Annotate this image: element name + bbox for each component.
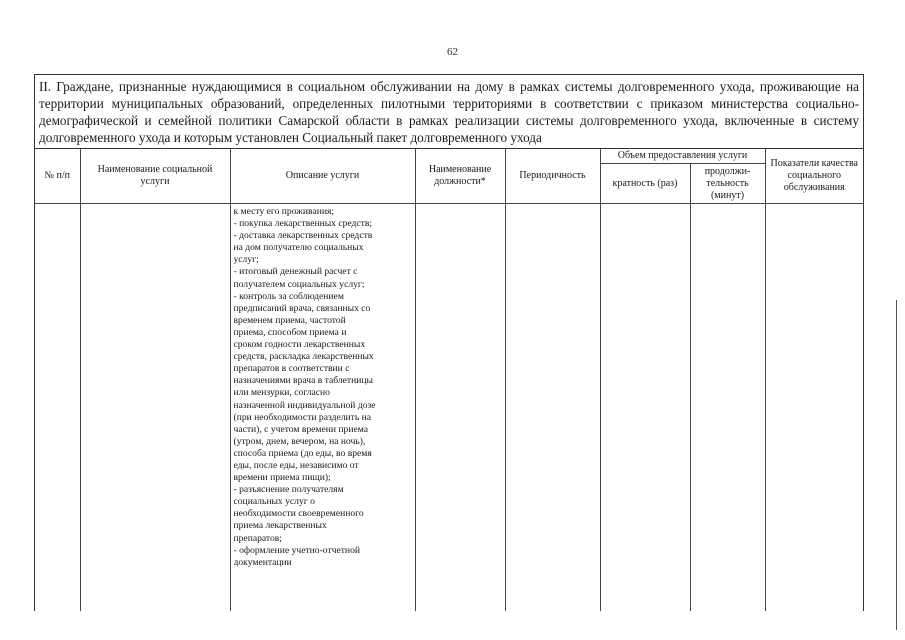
page-number: 62 <box>447 46 458 58</box>
description-line: приема лекарственных <box>233 520 327 532</box>
description-line: еды, после еды, независимо от <box>233 459 359 471</box>
header-service-name: Наименование социальной услуги <box>80 149 230 204</box>
description-line: к месту его проживания; <box>233 206 335 217</box>
description-line: необходимости своевременного <box>233 508 364 520</box>
header-duration: продолжи-тельность (минут) <box>690 164 765 204</box>
description-line: на дом получателю социальных <box>233 242 364 254</box>
description-line: средств, раскладка лекарственных <box>233 351 374 363</box>
description-line: препаратов; <box>233 532 282 544</box>
description-line: времени приема пищи); <box>233 472 331 484</box>
description-line: - оформление учетно-отчетной <box>233 544 360 556</box>
description-line: (утром, днем, вечером, на ночь), <box>233 435 366 447</box>
description-line: назначенной индивидуальной дозе <box>233 399 376 411</box>
description-line: назначениями врача в таблетницы <box>233 375 373 387</box>
table-row <box>35 204 863 612</box>
description-line: - доставка лекарственных средств <box>233 230 373 242</box>
description-line: препаратов в соответствии с <box>233 363 350 375</box>
scan-edge-line <box>896 300 897 630</box>
description-line: сроком годности лекарственных <box>233 339 366 351</box>
services-table <box>35 149 863 611</box>
cell-frequency <box>600 204 690 612</box>
description-line: предписаний врача, связанных со <box>233 302 371 314</box>
cell-description <box>230 204 415 612</box>
description-line: или мензурки, согласно <box>233 387 330 399</box>
description-line: - контроль за соблюдением <box>233 290 344 302</box>
description-line: временем приема, частотой <box>233 314 346 326</box>
cell-num <box>35 204 80 612</box>
header-description: Описание услуги <box>230 149 415 204</box>
header-frequency: кратность (раз) <box>600 164 690 204</box>
cell-position <box>415 204 505 612</box>
header-periodicity: Периодичность <box>505 149 600 204</box>
document-sheet <box>34 74 864 611</box>
description-line: - разъяснение получателям <box>233 484 344 496</box>
description-line: приема, способом приема и <box>233 326 347 338</box>
cell-periodicity <box>505 204 600 612</box>
description-line: получателем социальных услуг; <box>233 278 365 290</box>
description-line: части), с учетом времени приема <box>233 423 369 435</box>
cell-duration <box>690 204 765 612</box>
description-line: (при необходимости разделить на <box>233 411 372 423</box>
description-line: документации <box>233 556 292 568</box>
header-num: № п/п <box>35 149 80 204</box>
description-line: услуг; <box>233 254 259 266</box>
description-line: способа приема (до еды, во время <box>233 447 372 459</box>
header-quality: Показатели качества социального обслуживания <box>765 149 863 204</box>
description-line: социальных услуг о <box>233 496 315 508</box>
cell-quality <box>765 204 863 612</box>
description-line: - итоговый денежный расчет с <box>233 266 358 278</box>
description-line: - покупка лекарственных средств; <box>233 218 373 230</box>
section-title: II. Граждане, признанные нуждающимися в социальном обслуживании на дому в рамках системы долговременного ухода, проживающие на территории муниципальных образований, определенных пилотными территориями в соответствии с приказом министерства социально-демографической и семейной политики Самарской области в рамках реализации системы долговременного ухода, включенные в систему долговременного ухода и которым установлен Социальный пакет долговременного ухода <box>35 75 863 149</box>
header-position: Наименование должности* <box>415 149 505 204</box>
cell-service-name <box>80 204 230 612</box>
header-volume: Объем предоставления услуги <box>600 149 765 164</box>
